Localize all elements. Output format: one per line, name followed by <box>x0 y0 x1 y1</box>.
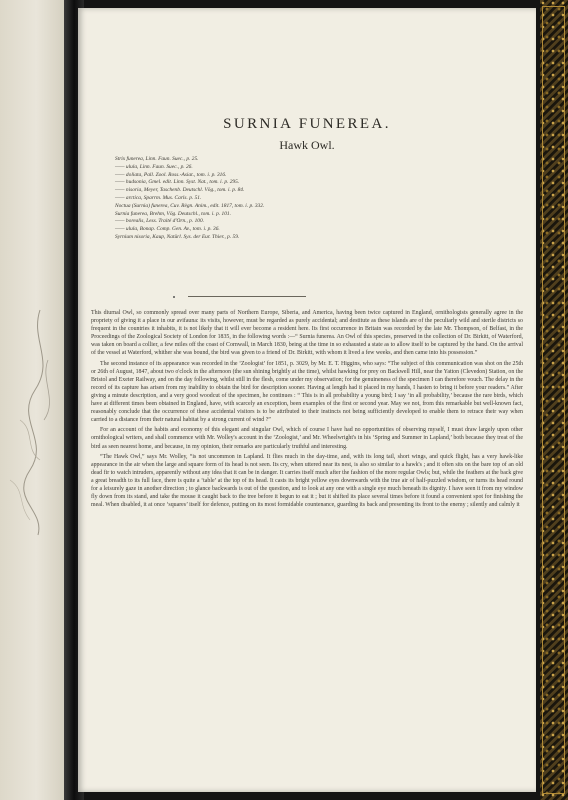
page-title: SURNIA FUNEREA. <box>223 116 391 132</box>
paragraph: This diurnal Owl, so commonly spread over many parts of Northern Europe, Siberia, and America, having been twice captured in England, ornithologists generally agree in the propriety of giving it a place in our avifauna: its visits, however, must be regarded as purely accidental; and destitute as these islands are of the peculiarly wild and sterile districts so frequent in the countries it inhabits, it is not likely that it will ever become a resident here. Its first occurrence in Britain was recorded by the late Mr. Thompson, of Belfast, in the Proceedings of the Zoological Society of London for 1835, in the following words :—“ Surnia funerea. An Owl of this species, preserved in the collection of Dr. Birkitt, of Waterford, was taken on board a collier, a few miles off the coast of Cornwall, in March 1830, being at the time in so exhausted a state as to allow itself to be captured by the hand. On the arrival of the vessel at Waterford, whither she was bound, the bird was given to a friend of Dr. Birkitt, with whom it lived a few weeks, and then came into his possession.” <box>91 310 523 357</box>
synonym-entry: —— arctica, Sparrm. Mus. Carls. p. 51. <box>115 194 202 201</box>
paragraph: “The Hawk Owl,” says Mr. Wolley, “is not uncommon in Lapland. It flies much in the day-time, and, with its long tail, short wings, and quick flight, has a very hawk-like appearance in the air when the large and square form of its head is not seen. Its cry, when uttered near its nest, is also so similar to a hawk's ; and it often sits on the bare top of an old dead fir to watch intruders, apparently without any idea that it can be in danger. It carries itself much after the fashion of the more regular Owls; but, while the feathers at the back give a great breadth to its full face, there is quite a ‘table’ at the top of its head. It casts its bright yellow eyes downwards with the true air of half-puzzled wisdom, or turns its head round for a leisurely gaze in another direction ; to glance backwards is out of the question, and to look at any one with a single eye much beneath its dignity. I have seen it from my window fly down from its stand, and take the mouse it caught back to the tree before it begun to eat it ; but it shifted its place several times before it found a convenient spot for finishing the meal. When disabled, it at once ‘squares’ itself for defence, putting on its most formidable countenance, guarding its back and presenting its front to the enemy ; silently and calmly it <box>91 453 523 509</box>
paragraph: For an account of the habits and economy of this elegant and singular Owl, which of course I have had no opportunities of observing myself, I must draw largely upon other ornithological writers, and shall commence with Mr. Wolley's account in the ‘Zoologist,’ and Mr. Wheelwright's in his ‘Spring and Summer in Lapland,’ both because they treat of the bird as seen nearest home, and because, in my opinion, their remarks are particularly truthful and interesting. <box>91 427 523 450</box>
synonym-entry: Syrnium nisoria, Kaup, Natürl. Sys. der Eur. Thier., p. 59. <box>115 233 240 240</box>
decorative-border <box>540 0 568 800</box>
paragraph: The second instance of its appearance was recorded in the ‘Zoologist’ for 1851, p. 3029, by Mr. E. T. Higgins, who says: “The subject of this communication was shot on the 25th or 26th of August, 1847, about two o'clock in the afternoon (the sun shining brightly at the time), whilst hawking for prey on Backwell Hill, near the Yatton (Clevedon) Station, on the Bristol and Exeter Railway, and on the day following, whilst still in the flesh, come under my observation; for the genuineness of the specimen I can therefore vouch. The delay in the record of its capture has arisen from my inability to obtain the bird for description sooner. Having at length had it placed in my hands, I hasten to bring it before your readers.” After giving a minute description, and a very good woodcut of the specimen, he continues : “ This is in all probability a young bird; I say ‘in all probability,’ because the rare birds, which have at different times been obtained in England, have, with scarcely an exception, been examples of the first or second year. May we not, from this remarkable but well-known fact, reasonably conclude that the occurrence of these accidental visitors is to be attributed to their instincts not being sufficiently developed to enable them to retrace their way when carried to a distance from their natural habitat by a strong current of wind ?” <box>91 360 523 424</box>
bird-illustration-edge <box>0 300 66 540</box>
synonym-entry: —— ulula, Bonap. Comp. Gen. Av., tom. i. p. 36. <box>115 226 220 233</box>
synonym-entry: —— borealis, Less. Traité d'Orn., p. 100. <box>115 218 205 225</box>
synonym-entry: Noctua (Surnia) funerea, Cuv. Règn. Anim., edit. 1817, tom. i. p. 332. <box>115 202 265 209</box>
synonym-entry: —— hudsonia, Gmel. edit. Linn. Syst. Nat., tom. i. p. 295. <box>115 179 240 186</box>
synonym-entry: —— ulula, Linn. Faun. Suec., p. 26. <box>115 163 193 170</box>
synonym-entry: Strix funerea, Linn. Faun. Suec., p. 25. <box>115 156 199 162</box>
synonym-list <box>115 156 515 242</box>
section-divider <box>188 296 306 297</box>
synonym-entry: —— doliata, Pall. Zool. Ross.-Asiat., tom. i. p. 316. <box>115 171 227 178</box>
body-text <box>91 309 523 511</box>
left-facing-page <box>0 0 66 800</box>
divider-dot <box>173 296 175 298</box>
synonym-entry: —— nisoria, Meyer, Taschenb. Deutschl. Vög., tom. i. p. 84. <box>115 187 245 194</box>
common-name: Hawk Owl. <box>279 138 335 152</box>
synonym-entry: Surnia funerea, Brehm, Vög. Deutschl., tom. i. p. 101. <box>115 210 231 217</box>
